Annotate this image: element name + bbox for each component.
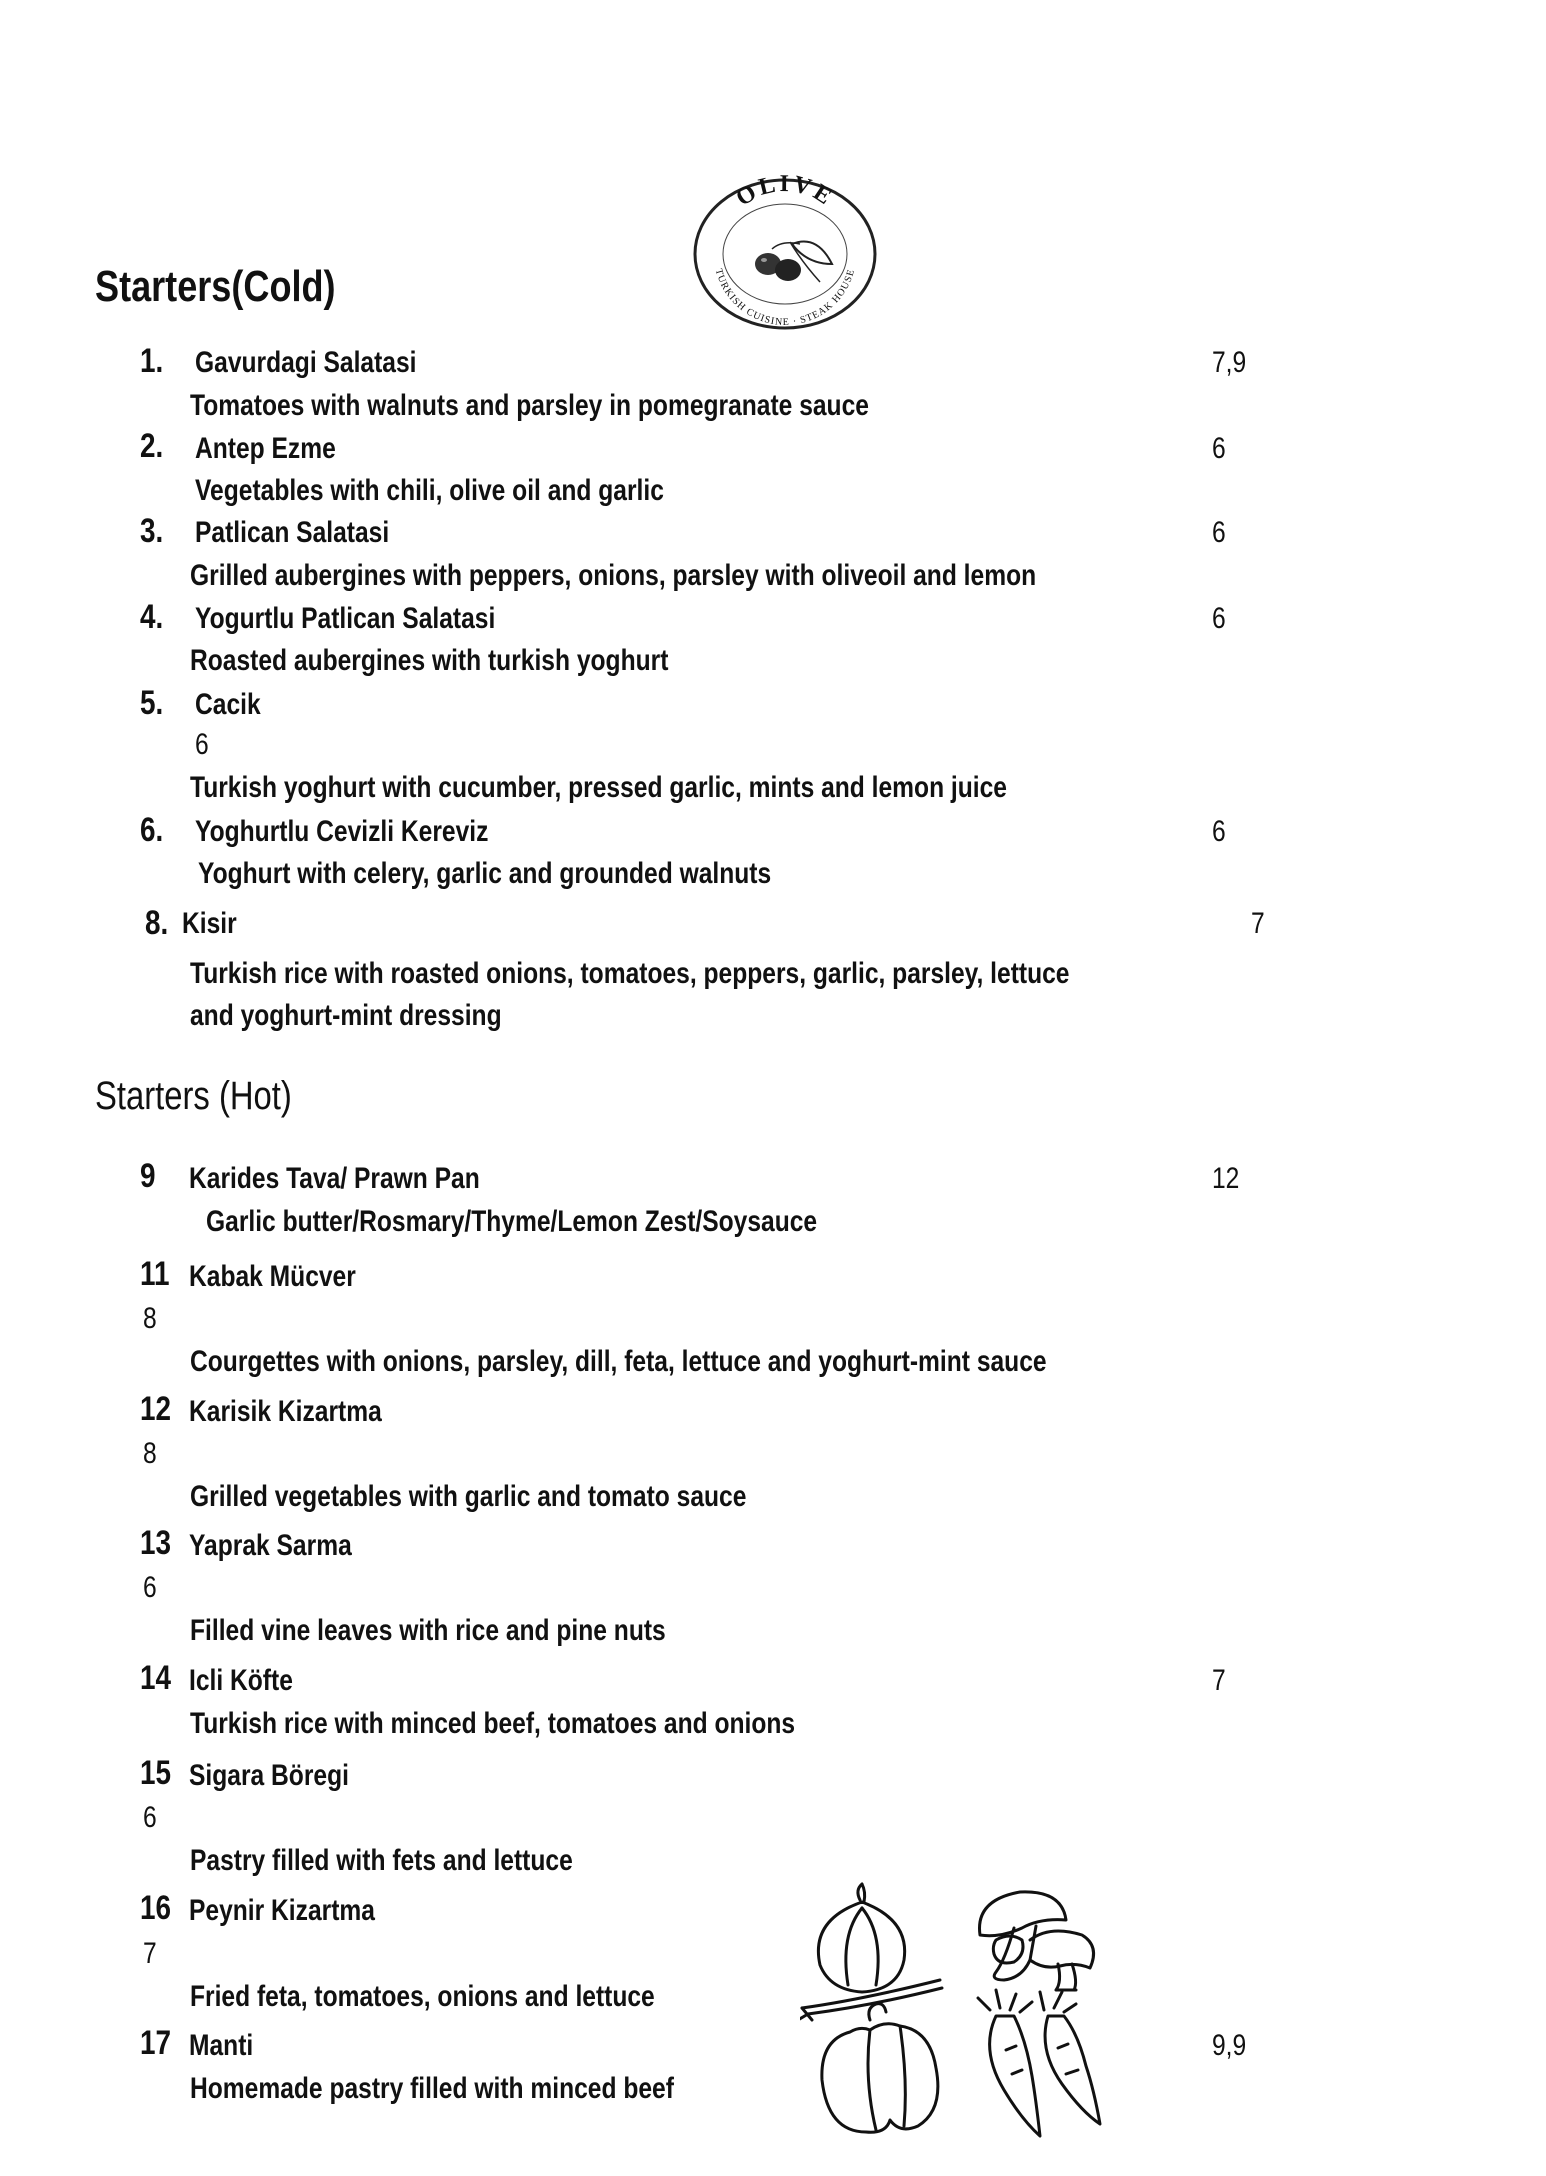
item-number: 16 — [140, 1889, 172, 1927]
item-description: Turkish yoghurt with cucumber, pressed garlic, mints and lemon juice — [190, 771, 1007, 804]
item-price: 9,9 — [1212, 2029, 1247, 2062]
item-name: Sigara Böregi — [189, 1759, 349, 1792]
item-number: 3. — [140, 512, 164, 550]
item-name: Kabak Mücver — [189, 1260, 356, 1293]
item-description: Filled vine leaves with rice and pine nuts — [190, 1614, 666, 1647]
item-description: Vegetables with chili, olive oil and garlic — [195, 474, 664, 507]
item-price: 6 — [1212, 602, 1226, 635]
item-description: Grilled vegetables with garlic and tomato sauce — [190, 1480, 747, 1513]
item-number: 4. — [140, 598, 164, 636]
item-number: 2. — [140, 427, 164, 465]
item-name: Manti — [189, 2029, 254, 2062]
item-name: Antep Ezme — [195, 432, 336, 465]
item-description: Grilled aubergines with peppers, onions, parsley with oliveoil and lemon — [190, 559, 1037, 592]
item-price: 6 — [1212, 815, 1226, 848]
item-number: 8. — [145, 904, 169, 942]
item-name: Kisir — [182, 907, 237, 940]
item-description: Tomatoes with walnuts and parsley in pomegranate sauce — [190, 389, 869, 422]
item-description: Pastry filled with fets and lettuce — [190, 1844, 573, 1877]
item-name: Yaprak Sarma — [189, 1529, 352, 1562]
vegetables-illustration — [800, 1880, 1130, 2140]
item-price: 6 — [1212, 432, 1226, 465]
item-number: 11 — [140, 1255, 170, 1293]
item-price: 12 — [1212, 1162, 1240, 1195]
item-number: 5. — [140, 684, 164, 722]
item-description: Turkish rice with roasted onions, tomatoes, peppers, garlic, parsley, lettuce — [190, 957, 1070, 990]
item-name: Karides Tava/ Prawn Pan — [189, 1162, 480, 1195]
olive-logo — [692, 174, 878, 330]
item-number: 6. — [140, 811, 164, 849]
item-description: Homemade pastry filled with minced beef — [190, 2072, 674, 2105]
section-heading-cold: Starters(Cold) — [95, 262, 336, 311]
item-price: 7 — [1251, 907, 1265, 940]
item-number: 1. — [140, 342, 164, 380]
item-description: Courgettes with onions, parsley, dill, feta, lettuce and yoghurt-mint sauce — [190, 1345, 1047, 1378]
item-number: 15 — [140, 1754, 172, 1792]
item-name: Cacik — [195, 688, 261, 721]
item-name: Yogurtlu Patlican Salatasi — [195, 602, 496, 635]
item-price: 6 — [1212, 516, 1226, 549]
item-description: Garlic butter/Rosmary/Thyme/Lemon Zest/Soysauce — [206, 1205, 818, 1238]
item-price: 7,9 — [1212, 346, 1247, 379]
item-description: Roasted aubergines with turkish yoghurt — [190, 644, 669, 677]
item-price: 6 — [195, 728, 209, 761]
logo-brand: OLIVE — [731, 174, 839, 212]
item-name: Patlican Salatasi — [195, 516, 390, 549]
section-heading-hot: Starters (Hot) — [95, 1074, 292, 1118]
item-description: Yoghurt with celery, garlic and grounded walnuts — [198, 857, 772, 890]
item-number: 9 — [140, 1157, 156, 1195]
item-name: Gavurdagi Salatasi — [195, 346, 417, 379]
item-price: 6 — [143, 1801, 157, 1834]
item-price: 7 — [1212, 1664, 1226, 1697]
item-number: 17 — [140, 2024, 172, 2062]
svg-text:OLIVE — [732, 174, 839, 212]
item-number: 14 — [140, 1659, 172, 1697]
item-name: Peynir Kizartma — [189, 1894, 375, 1927]
item-number: 12 — [140, 1390, 172, 1428]
item-description: Fried feta, tomatoes, onions and lettuce — [190, 1980, 655, 2013]
item-name: Karisik Kizartma — [189, 1395, 382, 1428]
item-description: Turkish rice with minced beef, tomatoes and onions — [190, 1707, 796, 1740]
item-name: Icli Köfte — [189, 1664, 293, 1697]
logo-tagline: TURKISH CUISINE · STEAK HOUSE — [712, 267, 858, 329]
item-description-continued: and yoghurt-mint dressing — [190, 999, 502, 1032]
item-number: 13 — [140, 1524, 172, 1562]
item-price: 6 — [143, 1571, 157, 1604]
item-price: 8 — [143, 1302, 157, 1335]
item-price: 7 — [143, 1937, 157, 1970]
item-price: 8 — [143, 1437, 157, 1470]
item-name: Yoghurtlu Cevizli Kereviz — [195, 815, 489, 848]
